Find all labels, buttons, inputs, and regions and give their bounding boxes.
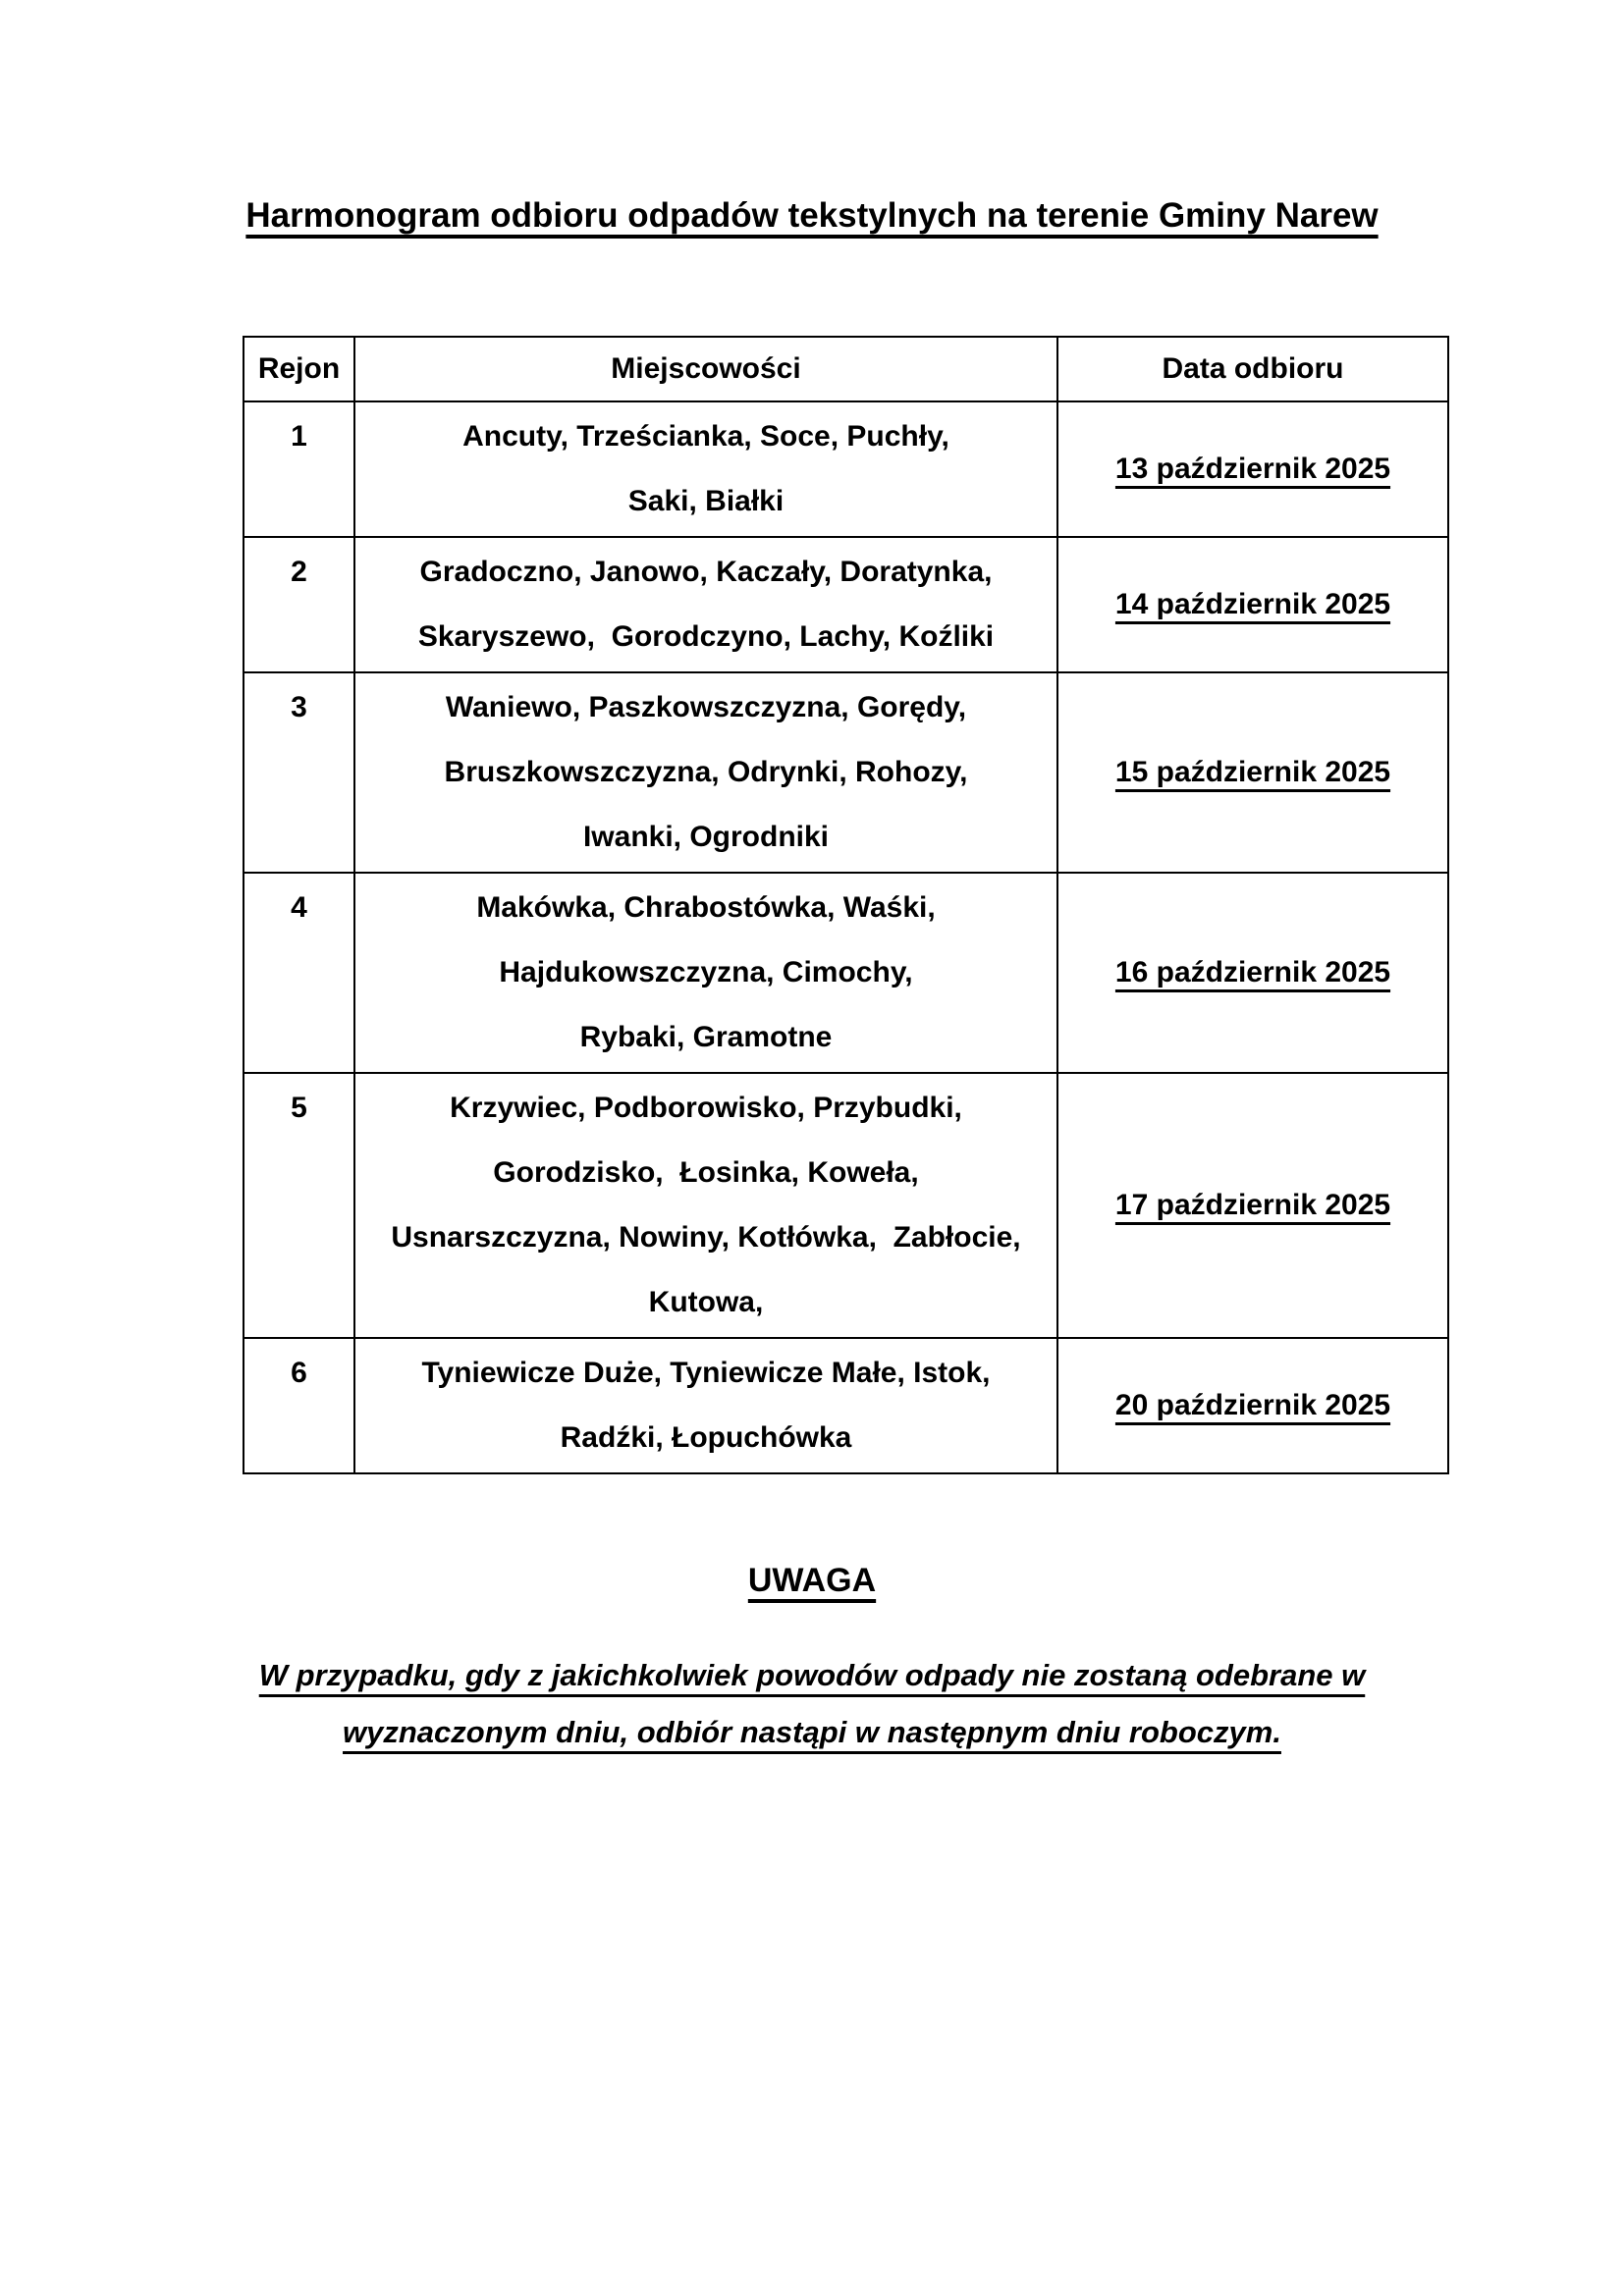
collection-date: 13 październik 2025 xyxy=(1114,453,1391,485)
localities-cell xyxy=(354,401,1057,537)
locality-line: Hajdukowszczyzna, Cimochy, xyxy=(499,956,913,988)
locality-line: Gradoczno, Janowo, Kaczały, Doratynka, xyxy=(419,556,993,588)
date-cell xyxy=(1057,1338,1448,1473)
collection-date: 16 październik 2025 xyxy=(1114,956,1391,988)
localities-cell xyxy=(354,1073,1057,1338)
region-cell: 1 xyxy=(244,401,354,537)
collection-date: 14 październik 2025 xyxy=(1114,588,1391,620)
region-cell: 5 xyxy=(244,1073,354,1338)
locality-line: Skaryszewo, Gorodczyno, Lachy, Koźliki xyxy=(417,620,995,653)
table-row xyxy=(244,401,1448,537)
locality-line: Iwanki, Ogrodniki xyxy=(582,821,830,853)
collection-date: 17 październik 2025 xyxy=(1114,1189,1391,1221)
table-row xyxy=(244,1073,1448,1338)
notice-text xyxy=(69,1647,1555,1761)
locality-line: Kutowa, xyxy=(648,1286,764,1318)
date-cell xyxy=(1057,537,1448,672)
locality-line: Gorodzisko, Łosinka, Koweła, xyxy=(493,1156,919,1189)
region-cell: 3 xyxy=(244,672,354,873)
header-cell-region: Rejon xyxy=(244,337,354,401)
notice-line: wyznaczonym dniu, odbiór nastąpi w następnym dniu roboczym. xyxy=(343,1715,1281,1749)
region-cell: 2 xyxy=(244,537,354,672)
date-cell xyxy=(1057,401,1448,537)
header-cell-localities: Miejscowości xyxy=(354,337,1057,401)
localities-cell xyxy=(354,1338,1057,1473)
locality-line: Makówka, Chrabostówka, Waśki, xyxy=(476,891,936,924)
date-cell xyxy=(1057,1073,1448,1338)
table-header-row xyxy=(244,337,1448,401)
collection-date: 15 październik 2025 xyxy=(1114,756,1391,788)
locality-line: Krzywiec, Podborowisko, Przybudki, xyxy=(450,1092,962,1124)
locality-line: Rybaki, Gramotne xyxy=(579,1021,833,1053)
region-cell: 4 xyxy=(244,873,354,1073)
notice-heading: UWAGA xyxy=(747,1562,877,1599)
locality-line: Bruszkowszczyzna, Odrynki, Rohozy, xyxy=(444,756,968,788)
locality-line: Radźki, Łopuchówka xyxy=(560,1421,852,1454)
date-cell xyxy=(1057,672,1448,873)
localities-cell xyxy=(354,672,1057,873)
table-row xyxy=(244,672,1448,873)
table-row xyxy=(244,537,1448,672)
locality-line: Saki, Białki xyxy=(627,485,785,517)
table-row xyxy=(244,873,1448,1073)
localities-cell xyxy=(354,537,1057,672)
notice-line: W przypadku, gdy z jakichkolwiek powodów odpady nie zostaną odebrane w xyxy=(258,1658,1366,1692)
table-row xyxy=(244,1338,1448,1473)
date-cell xyxy=(1057,873,1448,1073)
schedule-table xyxy=(243,336,1449,1474)
locality-line: Ancuty, Trześcianka, Soce, Puchły, xyxy=(462,420,949,453)
locality-line: Tyniewicze Duże, Tyniewicze Małe, Istok, xyxy=(421,1357,991,1389)
locality-line: Waniewo, Paszkowszczyzna, Gorędy, xyxy=(445,691,967,723)
localities-cell xyxy=(354,873,1057,1073)
header-cell-date: Data odbioru xyxy=(1057,337,1448,401)
collection-date: 20 październik 2025 xyxy=(1114,1389,1391,1421)
locality-line: Usnarszczyzna, Nowiny, Kotłówka, Zabłocie, xyxy=(391,1221,1021,1254)
region-cell: 6 xyxy=(244,1338,354,1473)
document-title: Harmonogram odbioru odpadów tekstylnych na terenie Gminy Narew xyxy=(245,196,1379,235)
